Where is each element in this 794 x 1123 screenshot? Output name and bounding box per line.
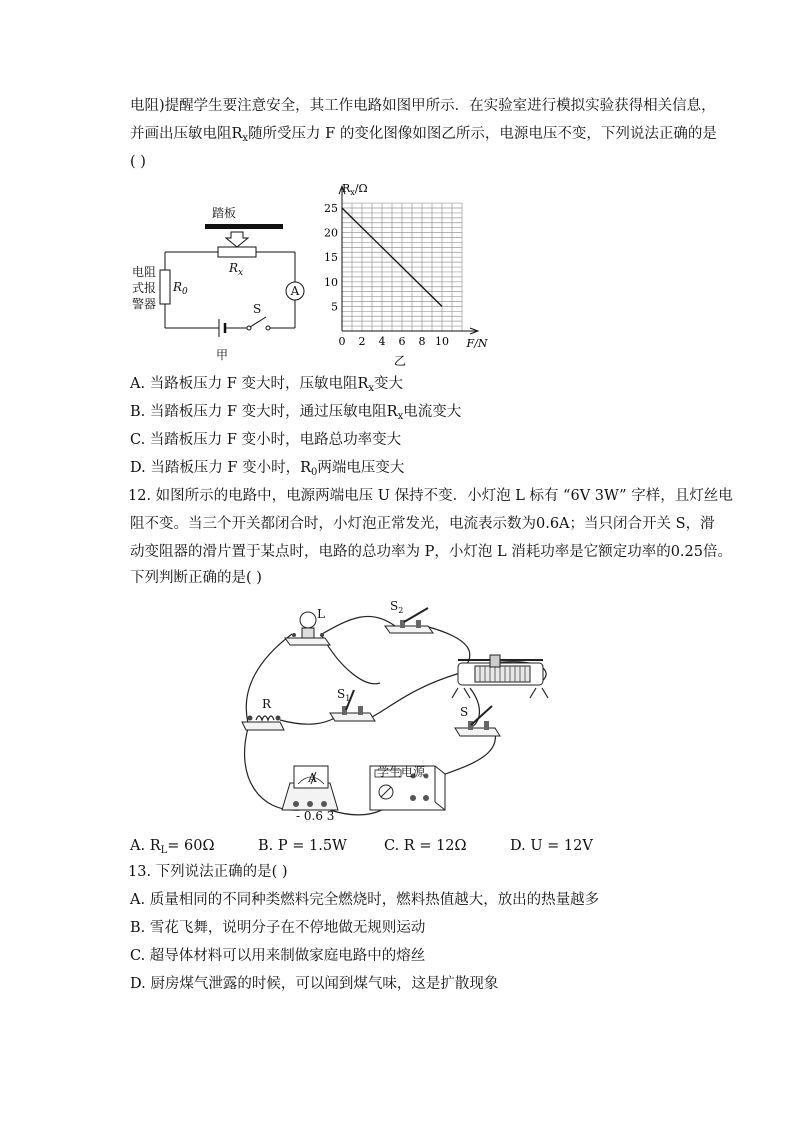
q11-line-1: 电阻)提醒学生要注意安全，其工作电路如图甲所示．在实验室进行模拟实验获得相关信息， [130,98,716,114]
pedal-label: 踏板 [211,206,237,220]
q12-line-1: 12. 如图所示的电路中，电源两端电压 U 保持不变．小灯泡 L 标有 “6V 3W” 字样，且灯丝电 [128,488,733,504]
alarm-label-1: 电阻 [132,265,157,279]
q11-line-2-b: 随所受压力 F 的变化图像如图乙所示，电源电压不变，下列说法正确的是 [248,126,717,142]
switch-s1-label: $S_1$ [337,687,351,703]
circuit-caption: 甲 [215,348,229,362]
lamp-label: L [317,607,325,621]
y-tick-label: 25 [324,202,338,215]
ammeter-scale-label: - 0.6 3 [296,809,335,823]
q11-option-b-tail: 电流变大 [403,404,462,420]
q11-option-b [130,402,461,424]
q12-line-3: 动变阻器的滑片置于某点时，电路的总功率为 P，小灯泡 L 消耗功率是它额定功率的0.25倍。 [130,544,732,560]
x-tick-label: 10 [435,335,449,348]
q12-options [130,836,593,858]
switch-s-main-label: S [460,705,469,719]
rheostat-icon [452,655,548,698]
q11-option-d-text: D. 当踏板压力 F 变小时，R [130,460,312,476]
ammeter-device-letter: A [308,771,317,785]
q11-option-a-text: A. 当路板压力 F 变大时，压敏电阻R [130,376,369,392]
q12-option-a [130,836,258,858]
q11-option-b-sub: x [397,411,404,422]
y-tick-label: 15 [324,251,338,265]
chart-labels [324,182,488,368]
x-axis-label: F/N [466,337,488,350]
pedal-bar [205,224,283,229]
x-tick-label: 6 [398,335,406,348]
q11-line-2 [130,124,717,146]
q13-option-b: B. 雪花飞舞，说明分子在不停地做无规则运动 [130,920,426,936]
physical-circuit-figure [230,598,560,838]
q12-option-d: D. U = 12V [510,838,593,854]
q12-line-2: 阻不变。当三个开关都闭合时，小灯泡正常发光，电流表示数为0.6A；当只闭合开关 S，滑 [130,516,715,532]
q11-line-3: ( ) [130,154,146,170]
y-axis-label: $R_x/\Omega$ [342,182,368,197]
q12-option-a-tail: = 60Ω [167,838,215,854]
alarm-label-2: 式报 [132,281,157,295]
q13-option-a: A. 质量相同的不同种类燃料完全燃烧时，燃料热值越大，放出的热量越多 [130,892,600,908]
x-tick-label: 4 [378,335,386,348]
alarm-label-3: 警器 [132,297,157,311]
switch-s2-label: $S_2$ [390,599,404,615]
power-supply-label: 学生电源 [377,765,426,779]
y-tick-label: 10 [324,275,338,289]
q13-option-d: D. 厨房煤气泄露的时候，可以闻到煤气味，这是扩散现象 [130,976,499,992]
x-tick-label: 8 [418,335,426,348]
q11-option-b-text: B. 当踏板压力 F 变大时，通过压敏电阻R [130,404,398,420]
q12-option-a-text: A. R [130,838,161,854]
y-tick-label: 20 [324,226,338,240]
q11-line-2-a: 并画出压敏电阻R [130,126,243,142]
circuit-diagram-jia [125,200,310,370]
q11-option-d [130,458,404,480]
rx-force-chart [320,178,495,368]
q11-option-a [130,374,403,396]
q11-option-a-sub: x [368,383,375,394]
switch-s-label: S [253,302,262,316]
resistor-r-label: R [262,697,272,711]
rx-label: $R_x$ [229,261,244,278]
q11-line-2-sub: x [242,133,249,144]
q11-option-a-tail: 变大 [374,376,404,392]
r0-label: $R_0$ [173,280,188,297]
x-tick-label: 2 [358,335,366,348]
resistor-r-icon [242,716,284,731]
q12-option-a-sub: L [160,845,168,856]
q13-option-c: C. 超导体材料可以用来制做家庭电路中的熔丝 [130,948,426,964]
q12-line-4: 下列判断正确的是( ) [130,570,262,586]
rx-resistor [218,247,256,257]
q11-option-c [130,430,401,450]
x-tick-label: 0 [338,335,346,348]
chart-caption: 乙 [393,354,407,368]
q12-option-c: C. R = 12Ω [384,838,467,854]
y-tick-label: 5 [331,300,338,314]
ammeter-letter: A [290,284,300,298]
q11-option-c-text: C. 当踏板压力 F 变小时，电路总功率变大 [130,432,402,448]
switch-s-icon [250,317,266,327]
q12-option-b: B. P = 1.5W [258,838,347,854]
pressure-arrow-icon [226,232,248,247]
q13-stem: 13. 下列说法正确的是( ) [128,864,288,880]
q11-option-d-tail: 两端电压变大 [317,460,405,476]
q11-option-d-sub: 0 [311,467,318,478]
r0-resistor [160,270,170,304]
